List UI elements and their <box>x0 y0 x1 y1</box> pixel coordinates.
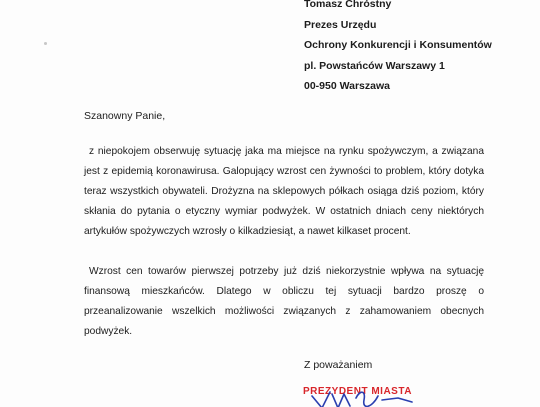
letter-paragraph-1: z niepokojem obserwuję sytuację jaka ma miejsce na rynku spożywczym, a związana jest z epidemią koronawirusa. Galopujący wzrost cen żywności to problem, który dotyka teraz wszystkich obywateli. Drożyzna na sklepowych półkach osiąga dziś poziom, który skłania do pytania o etyczny wymiar podwyżek. W ostatnich dniach ceny niektórych artykułów spożywczych wzrosły o kilkadziesiąt, a nawet kilkaset procent. <box>84 146 484 237</box>
recipient-office: Ochrony Konkurencji i Konsumentów <box>304 39 492 51</box>
recipient-city: 00-950 Warszawa <box>304 80 390 92</box>
letter-paragraph-2: Wzrost cen towarów pierwszej potrzeby już dziś niekorzystnie wpływa na sytuację finansową mieszkańców. Dlatego w obliczu tej sytuacji bardzo proszę o przeanalizowanie wszelkich możliwości związanych z zahamowaniem obecnych podwyżek. <box>84 266 484 337</box>
recipient-name: Tomasz Chróstny <box>304 0 392 10</box>
letter-salutation: Szanowny Panie, <box>84 110 166 122</box>
official-stamp: PREZYDENT MIASTA <box>303 386 412 397</box>
recipient-address-block <box>304 0 492 97</box>
recipient-title: Prezes Urzędu <box>304 18 377 31</box>
recipient-street: pl. Powstańców Warszawy 1 <box>304 59 445 72</box>
handwritten-signature <box>308 388 418 407</box>
letter-closing: Z poważaniem <box>304 359 373 371</box>
scan-speck <box>44 42 47 45</box>
